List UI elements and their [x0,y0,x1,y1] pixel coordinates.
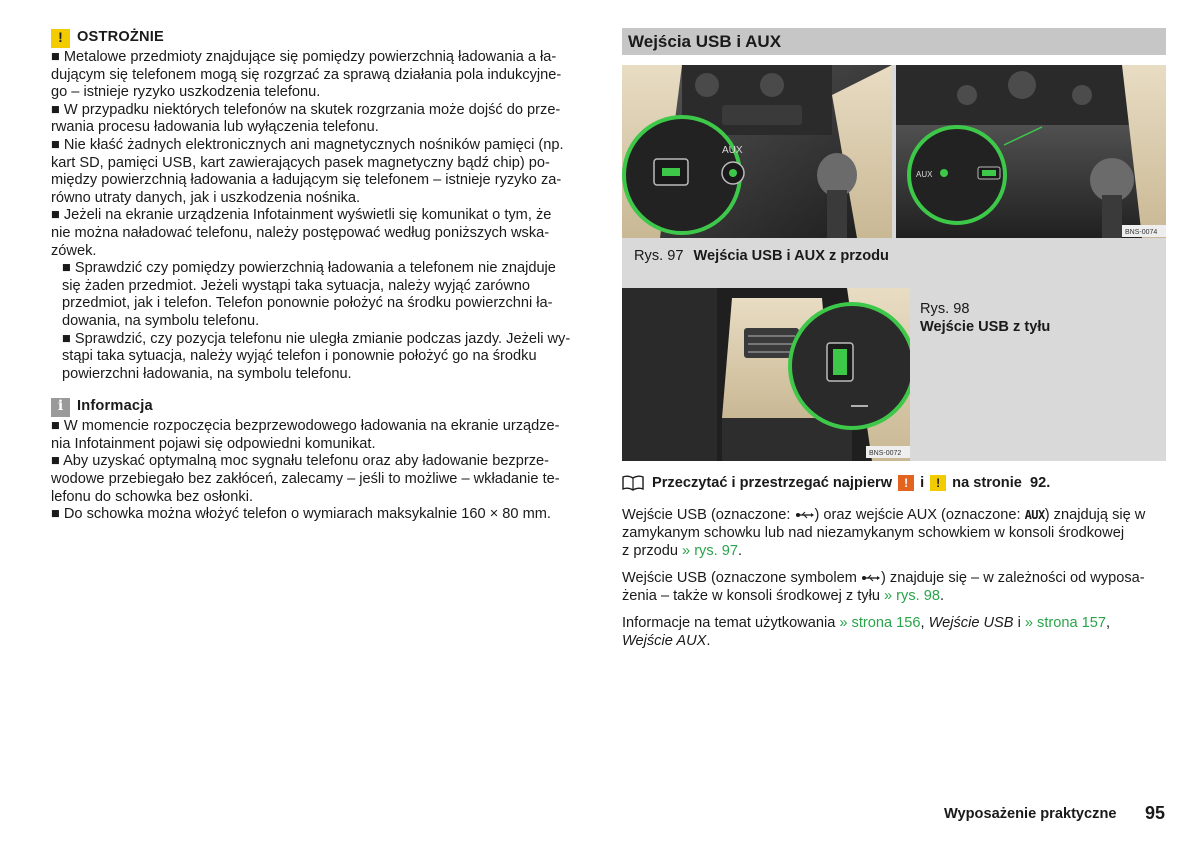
figure-97-image [622,65,1166,238]
p3-text: Informacje na temat użytkowania [622,615,840,631]
warning-subitem: ■ Sprawdzić, czy pozycja telefonu nie uległa zmianie podczas jazdy. Jeżeli wy- stąpi taka sytuacja, należy wyjąć telefon i ponownie położyć go na środku powierzchni ładowania, na symbolu telefonu. [62,330,571,382]
warning-icon: ! [51,29,70,48]
fig98-caption [920,300,1050,336]
usb-icon [795,510,815,520]
page-number: 95 [1145,803,1166,823]
info-item: ■ W momencie rozpoczęcia bezprzewodowego ładowania na ekranie urządze- nia Infotainment pojawi się odpowiedni komunikat. [51,418,560,452]
info-item: ■ Do schowka można włożyć telefon o wymiarach maksykalnie 160 × 80 mm. [51,506,551,523]
left-column [51,28,596,524]
p3-text: , [1106,615,1111,631]
p1-text: ) znajdują się w zamykanym schowku lub nad niezamykanym schowkiem w konsoli środkowej z przodu [622,507,1146,559]
info-icon: i [51,398,70,417]
figure-98 [622,288,1166,461]
read-note-suffix: na stronie 92. [952,475,1051,491]
warning-yellow-icon: ! [930,475,946,491]
aux-icon: AUX [1024,508,1045,522]
read-note-connector: i [920,475,925,491]
p1-text: . [738,543,743,559]
warning-item: ■ Metalowe przedmioty znajdujące się pomiędzy powierzchnią ładowania a ła- dującym się telefonem mogą się rozgrzać za sprawą działania pola indukcyjne- go – istnieje ryzyko uszkodzenia telefonu. [51,49,562,101]
fig97-title: Wejścia USB i AUX z przodu [693,248,889,264]
link-page-156[interactable]: » strona 156 [839,615,921,631]
paragraph-usb-rear [622,569,1166,605]
fig97-caption [634,248,889,264]
p3-text: , [920,615,929,631]
p3-emphasis: Wejście AUX [622,633,707,649]
paragraph-usb-aux [622,506,1166,560]
info-header [51,397,596,417]
p2-text: . [939,588,945,604]
p3-text: i [1013,615,1025,631]
paragraph-usage-info [622,614,1166,650]
info-title: Informacja [77,398,153,415]
fig97-code: BNS-0074 [1125,229,1158,236]
right-column [622,28,1166,649]
p2-text: Wejście USB (oznaczone symbolem [622,570,861,586]
p1-text: Wejście USB (oznaczone: [622,507,795,523]
footer-section-title: Wyposażenie praktyczne [944,806,1117,822]
p1-text: ) oraz wejście AUX (oznaczone: [814,507,1025,523]
link-fig98[interactable]: » rys. 98 [884,588,940,604]
warning-header [51,28,596,48]
warning-item: ■ Nie kłaść żadnych elektronicznych ani magnetycznych nośników pamięci (np. kart SD, pamięci USB, kart zawierających pasek magnetyczny bądź chip) po- między powierzchnią ładowania a ładującym się telefonem – istnieje ryzyko za- równo utraty danych, jak i uszkodzenia nośnika. [51,136,564,206]
p2-text: ) znajduje się – w zależności od wyposa- żenia – także w konsoli środkowej z tyłu [622,570,1145,604]
link-fig97[interactable]: » rys. 97 [682,543,738,559]
read-note-prefix: Przeczytać i przestrzegać najpierw [652,475,893,491]
section-title: Wejścia USB i AUX [622,28,1166,55]
aux-label-right: AUX [916,170,933,179]
link-page-157[interactable]: » strona 157 [1024,615,1107,631]
aux-label-left: AUX [722,145,743,156]
fig97-number: Rys. 97 [634,248,684,264]
warning-item: ■ W przypadku niektórych telefonów na skutek rozgrzania może dojść do prze- rwania procesu ładowania lub wyłączenia telefonu. [51,101,561,136]
info-item: ■ Aby uzyskać optymalną moc sygnału telefonu oraz aby ładowanie bezprze- wodowe przebiegało bez zakłóceń, zalecamy – jeśli to możliwe – wkładanie te- lefonu do schowka bez osłonki. [51,453,560,505]
fig98-code: BNS-0072 [869,450,902,457]
warning-red-icon: ! [898,475,914,491]
figure-98-image [622,288,910,461]
read-note [622,475,1050,491]
warning-subitem: ■ Sprawdzić czy pomiędzy powierzchnią ładowania a telefonem nie znajduje się żaden przedmiot. Jeżeli wystąpi taka sytuacja, należy wyjąć zarówno przedmiot, jak i telefon. Telefon ponownie położyć na środku powierzchni ła- dowania, na symbolu telefonu. [62,260,556,329]
book-icon [622,475,644,491]
p3-emphasis: Wejście USB [928,615,1014,631]
fig98-number: Rys. 98 [920,301,970,317]
warning-title: OSTROŻNIE [77,29,164,46]
p3-text: . [706,633,711,649]
warning-item: ■ Jeżeli na ekranie urządzenia Infotainment wyświetli się komunikat o tym, że nie można naładować telefonu, należy postępować według poniższych wska- zówek. [51,207,552,259]
fig98-title: Wejście USB z tyłu [920,319,1051,335]
usb-icon [861,573,881,583]
